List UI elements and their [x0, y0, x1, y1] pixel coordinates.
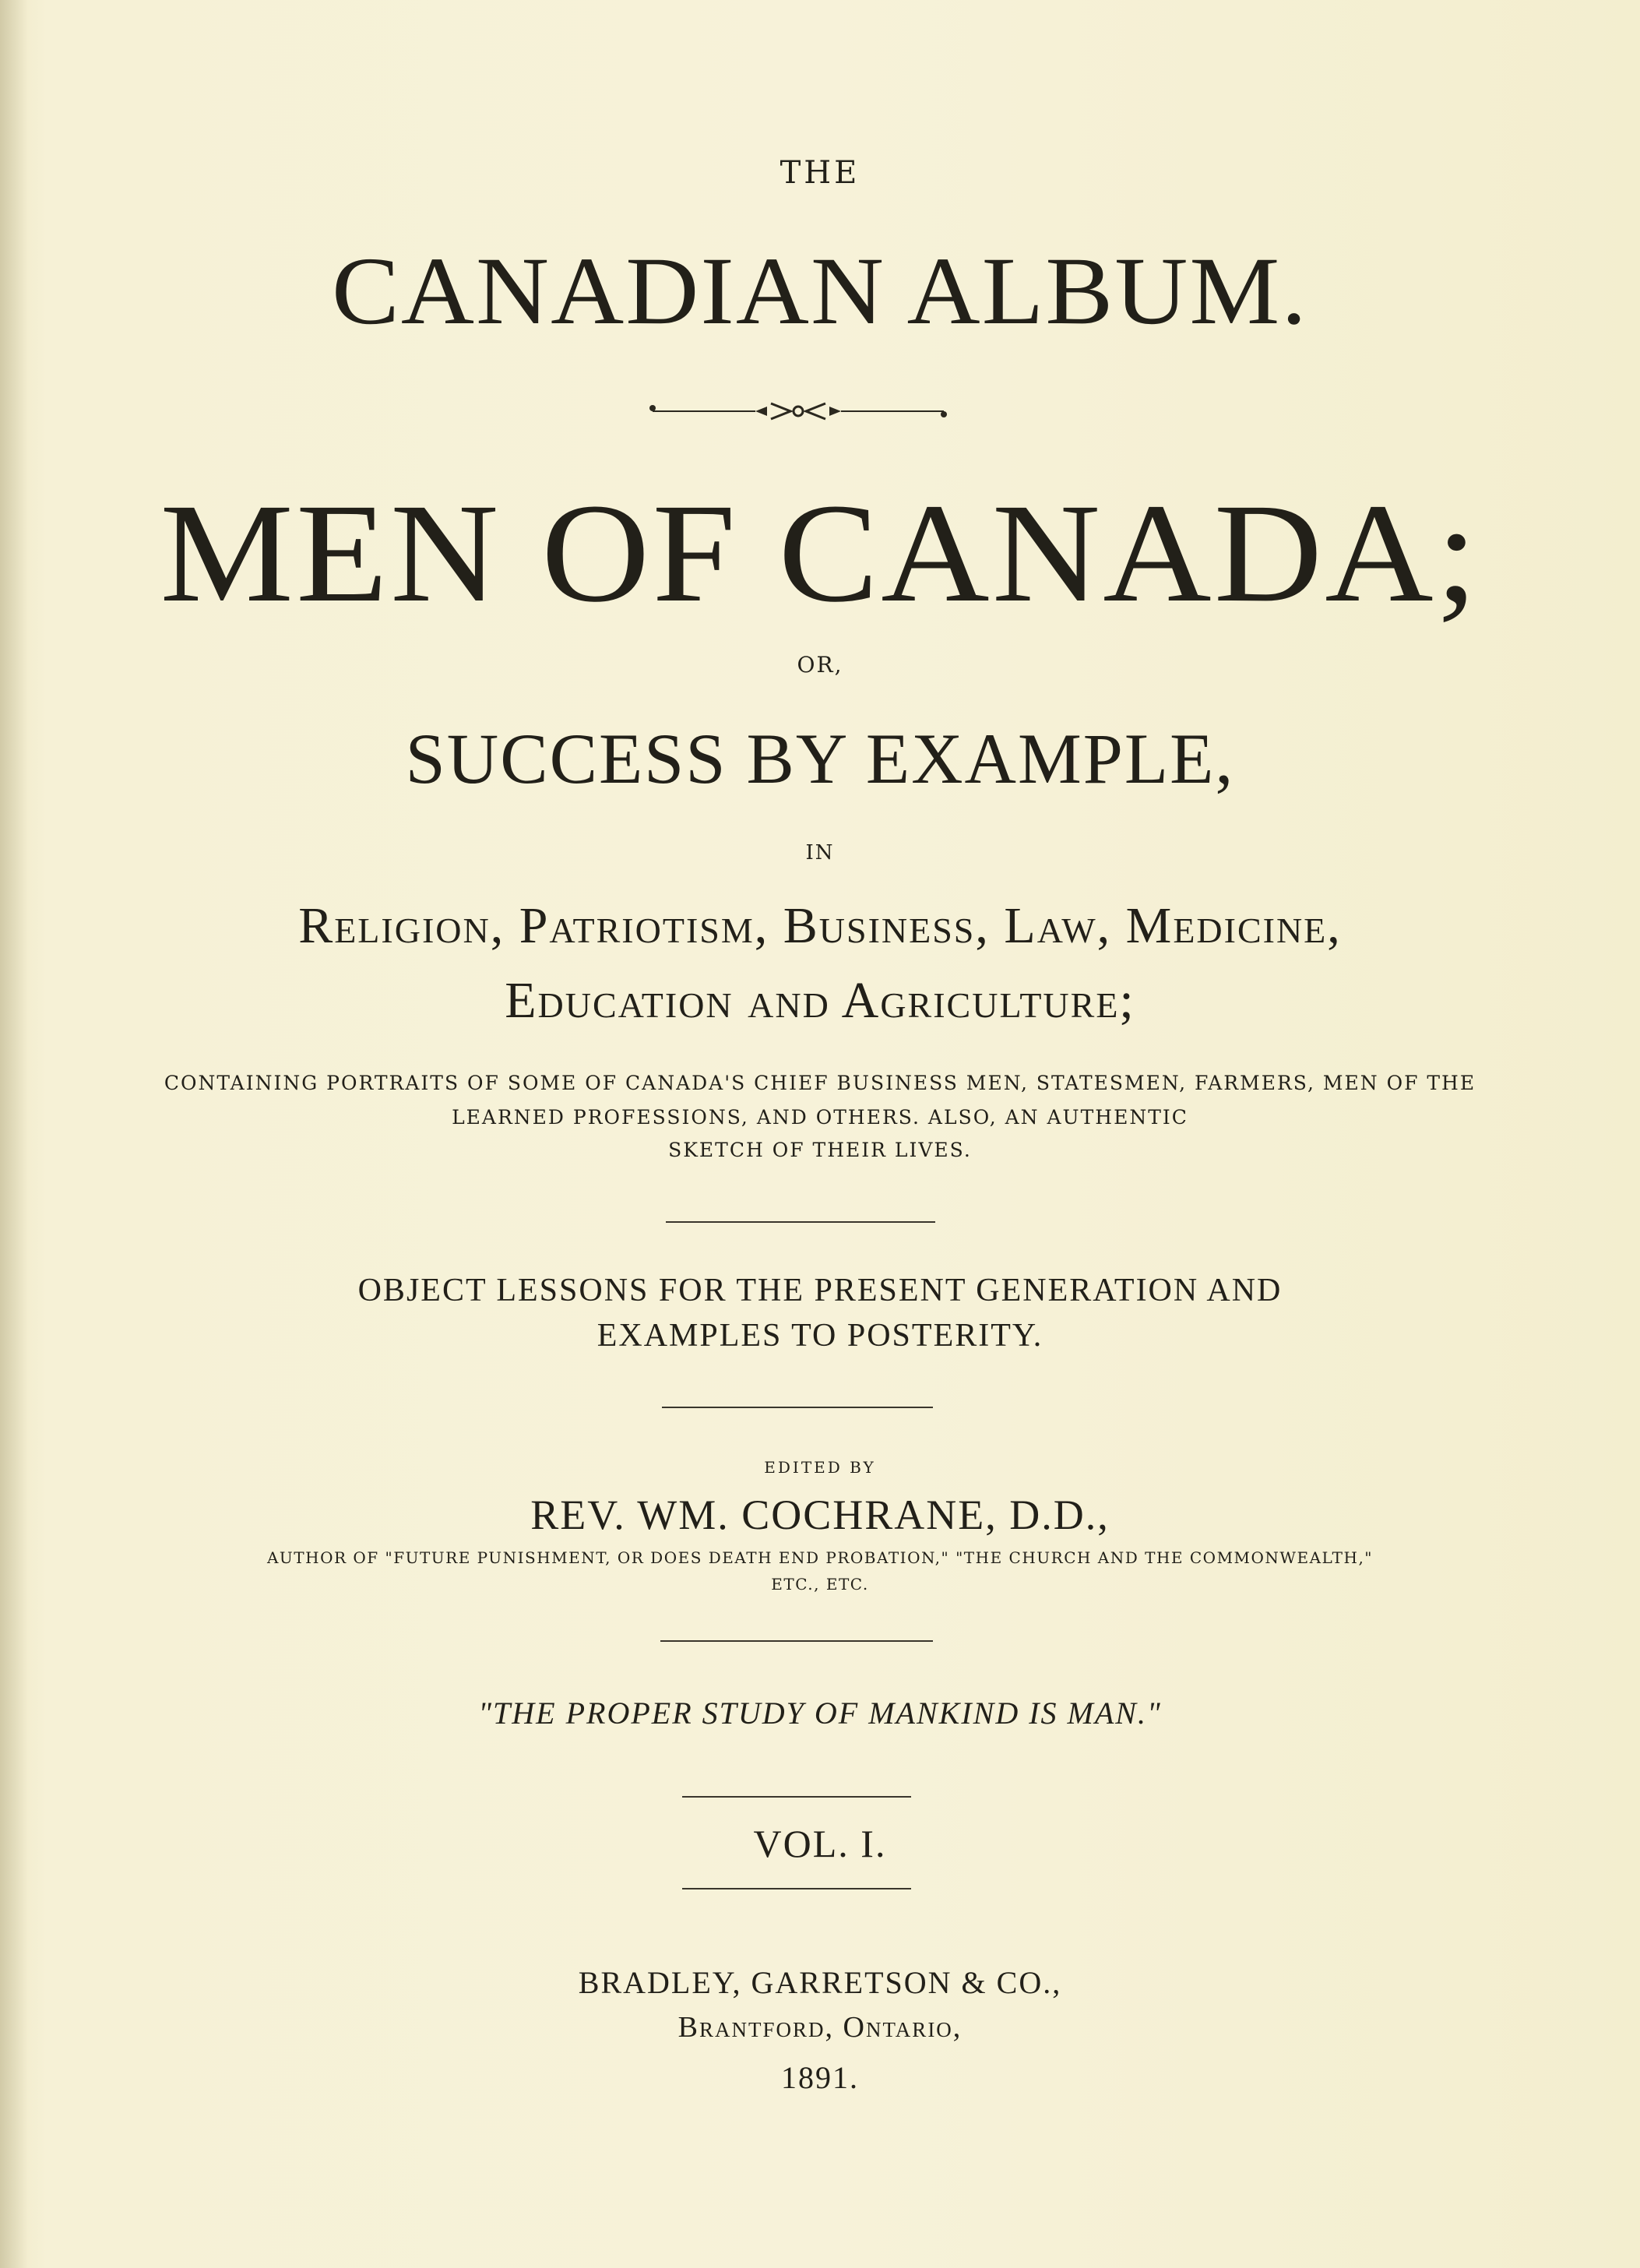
album-title: CANADIAN ALBUM. [332, 238, 1308, 344]
fields-line-2: Education and Agriculture; [505, 972, 1135, 1029]
or-connector: OR, [797, 652, 843, 678]
contents-line-1: CONTAINING PORTRAITS OF SOME OF CANADA'S CHIEF BUSINESS MEN, STATESMEN, FARMERS, MEN OF THE [164, 1072, 1476, 1094]
fields-line-1: Religion, Patriotism, Business, Law, Medicine, [298, 897, 1342, 954]
subtitle: SUCCESS BY EXAMPLE, [405, 719, 1235, 798]
page-edge-shadow [0, 0, 28, 2268]
author-of-line-2: ETC., ETC. [771, 1575, 869, 1594]
in-connector: IN [805, 841, 835, 865]
contents-line-3: SKETCH OF THEIR LIVES. [668, 1139, 972, 1161]
publisher-name: BRADLEY, GARRETSON & CO., [578, 1965, 1062, 2000]
motto: "THE PROPER STUDY OF MANKIND IS MAN." [478, 1696, 1162, 1731]
publisher-place: Brantford, Ontario, [677, 2011, 963, 2044]
edited-by-label: EDITED BY [764, 1458, 876, 1477]
lessons-line-2: EXAMPLES TO POSTERITY. [597, 1318, 1043, 1354]
divider-rule-1 [666, 1221, 935, 1223]
main-title: MEN OF CANADA; [160, 475, 1480, 632]
volume-label: VOL. I. [753, 1822, 887, 1865]
divider-rule-3 [660, 1640, 933, 1642]
divider-rule-2 [662, 1407, 933, 1408]
author-of-line-1: AUTHOR OF "FUTURE PUNISHMENT, OR DOES DEATH END PROBATION," "THE CHURCH AND THE COMMONWEALTH," [266, 1548, 1374, 1567]
divider-rule-4 [682, 1796, 911, 1798]
ornament-divider-icon [646, 396, 950, 427]
contents-line-2: LEARNED PROFESSIONS, AND OTHERS. ALSO, AN AUTHENTIC [452, 1106, 1188, 1129]
lessons-line-1: OBJECT LESSONS FOR THE PRESENT GENERATION AND [357, 1273, 1283, 1308]
editor-name: REV. WM. COCHRANE, D.D., [530, 1491, 1110, 1538]
the-heading: THE [780, 155, 860, 191]
divider-rule-5 [682, 1888, 911, 1889]
publication-year: 1891. [781, 2060, 859, 2095]
